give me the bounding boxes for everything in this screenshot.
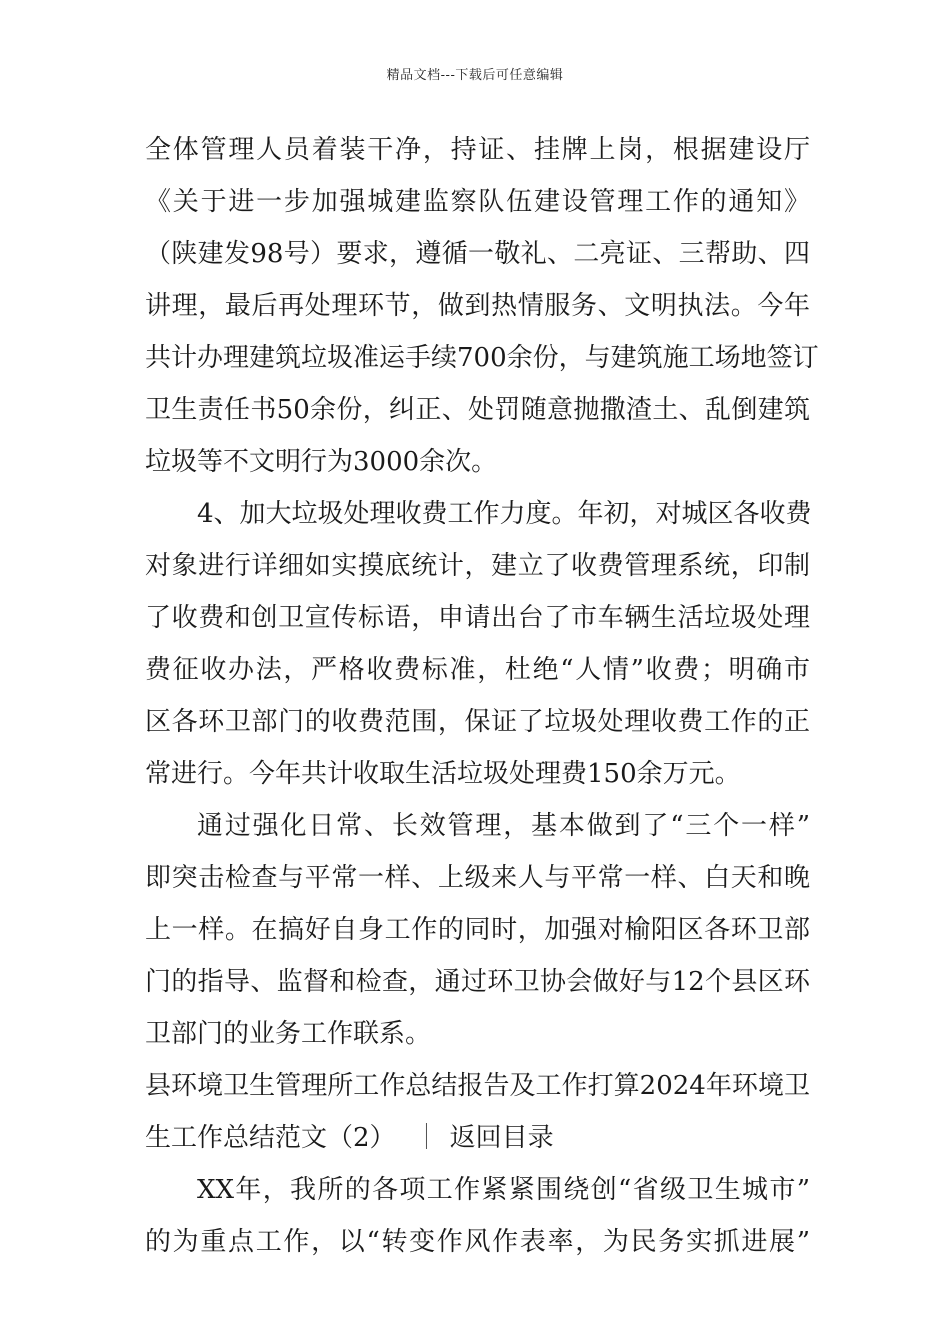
paragraph-line: 讲理，最后再处理环节，做到热情服务、文明执法。今年 xyxy=(145,291,810,321)
paragraph-line: 共计办理建筑垃圾准运手续700余份，与建筑施工场地签订 xyxy=(145,343,819,373)
paragraph-line: （陕建发98号）要求，遵循一敬礼、二亮证、三帮助、四 xyxy=(145,239,810,269)
paragraph-line: 垃圾等不文明行为3000余次。 xyxy=(145,447,498,477)
paragraph-line: 上一样。在搞好自身工作的同时，加强对榆阳区各环卫部 xyxy=(145,915,810,945)
paragraph-line: 即突击检查与平常一样、上级来人与平常一样、白天和晚 xyxy=(145,863,810,893)
paragraph-line: 费征收办法，严格收费标准，杜绝“人情”收费；明确市 xyxy=(145,655,810,685)
document-body xyxy=(145,124,819,1268)
back-to-toc-link[interactable]: 返回目录 xyxy=(449,1123,554,1153)
paragraph-line: 卫生责任书50余份，纠正、处罚随意抛撒渣土、乱倒建筑 xyxy=(145,395,810,425)
paragraph-line: 《关于进一步加强城建监察队伍建设管理工作的通知》 xyxy=(145,187,810,217)
page-header: 精品文档---下载后可任意编辑 xyxy=(386,68,564,83)
paragraph-line: 常进行。今年共计收取生活垃圾处理费150余万元。 xyxy=(145,759,741,789)
section-heading-text: 生工作总结范文（2） xyxy=(145,1123,396,1153)
paragraph-2 xyxy=(145,488,810,800)
paragraph-3 xyxy=(145,800,810,1060)
paragraph-line: 通过强化日常、长效管理，基本做到了“三个一样” xyxy=(197,811,810,841)
paragraph-line: 全体管理人员着装干净，持证、挂牌上岗，根据建设厅 xyxy=(145,135,810,165)
separator: ｜ xyxy=(413,1123,440,1153)
paragraph-4 xyxy=(145,1164,810,1268)
paragraph-line: 4、加大垃圾处理收费工作力度。年初，对城区各收费 xyxy=(197,499,812,529)
paragraph-line: 卫部门的业务工作联系。 xyxy=(145,1019,432,1049)
paragraph-line: 区各环卫部门的收费范围，保证了垃圾处理收费工作的正 xyxy=(145,707,810,737)
paragraph-line: 了收费和创卫宣传标语，申请出台了市车辆生活垃圾处理 xyxy=(145,603,810,633)
paragraph-line: 对象进行详细如实摸底统计，建立了收费管理系统，印制 xyxy=(145,551,810,581)
paragraph-line: XX年，我所的各项工作紧紧围绕创“省级卫生城市” xyxy=(197,1175,810,1205)
section-heading-line: 县环境卫生管理所工作总结报告及工作打算2024年环境卫 xyxy=(145,1071,810,1101)
section-heading-line-2 xyxy=(145,1112,810,1164)
paragraph-1 xyxy=(145,124,819,488)
section-heading xyxy=(145,1060,810,1164)
paragraph-line: 门的指导、监督和检查，通过环卫协会做好与12个县区环 xyxy=(145,967,810,997)
paragraph-line: 的为重点工作，以“转变作风作表率，为民务实抓进展” xyxy=(145,1227,810,1257)
